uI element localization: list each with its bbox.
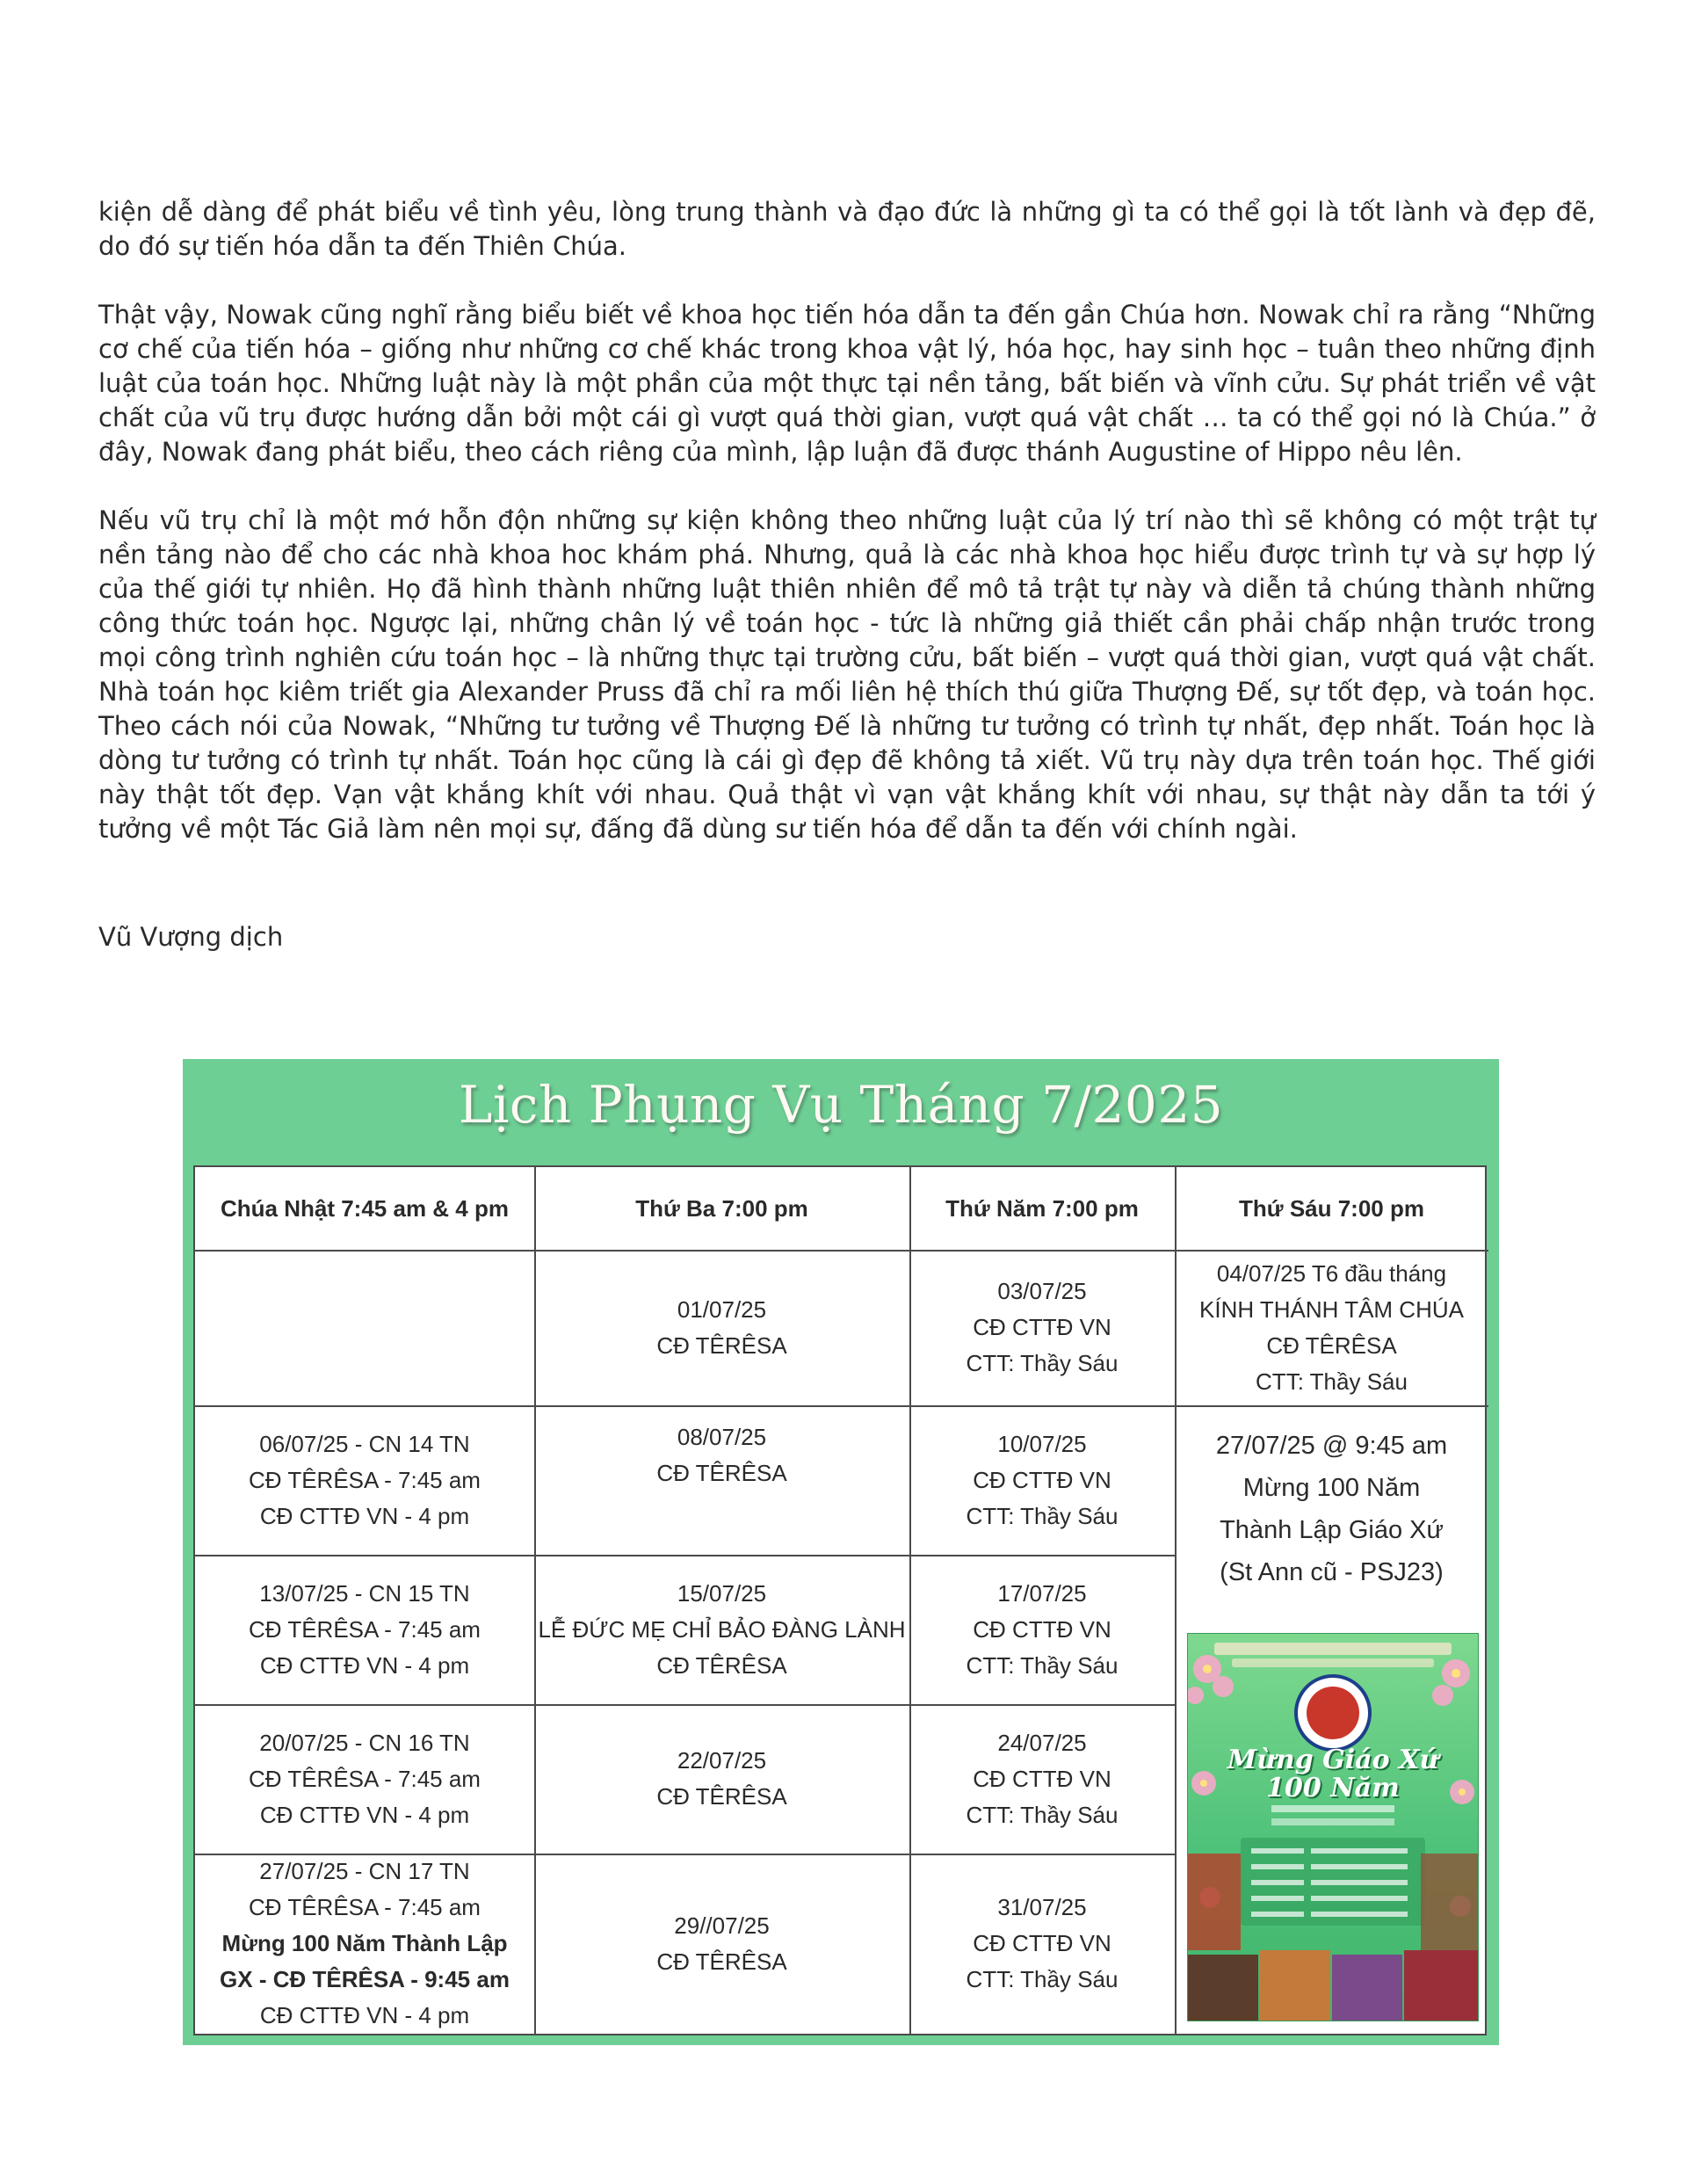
cell-line: CĐ TÊRÊSA - 7:45 am (249, 1466, 481, 1493)
cell-line: CĐ CTTĐ VN (973, 1930, 1111, 1956)
schedule-table (193, 1165, 1487, 2035)
cell-friday-anniversary (1175, 1405, 1488, 1625)
poster-title (1188, 1746, 1478, 1803)
cell-thursday (909, 1250, 1175, 1405)
cell-line: CĐ TÊRÊSA (1266, 1331, 1397, 1359)
cell-line: CTT: Thầy Sáu (1256, 1368, 1408, 1395)
cell-line: CĐ TÊRÊSA (656, 1331, 787, 1359)
cell-thursday (909, 1704, 1175, 1854)
cell-line: (St Ann cũ - PSJ23) (1220, 1558, 1444, 1586)
cell-line: CĐ TÊRÊSA - 7:45 am (249, 1765, 481, 1792)
translator-signature: Vũ Vượng dịch (98, 922, 284, 952)
cell-line: CTT: Thầy Sáu (966, 1350, 1119, 1376)
cell-line: Mừng 100 Năm (1242, 1474, 1421, 1502)
cell-line-highlight: Mừng 100 Năm Thành Lập (221, 1930, 508, 1956)
cell-line: CĐ CTTĐ VN - 4 pm (259, 2002, 470, 2028)
cell-thursday (909, 1405, 1175, 1555)
cell-line: CTT: Thầy Sáu (966, 1502, 1119, 1529)
cell-line: CĐ CTTĐ VN - 4 pm (259, 1502, 470, 1529)
cell-line: CĐ TÊRÊSA - 7:45 am (249, 1615, 481, 1643)
cell-tuesday (534, 1704, 909, 1854)
cell-date: 06/07/25 - CN 14 TN (259, 1430, 470, 1457)
cell-line: CĐ CTTĐ VN - 4 pm (259, 1801, 470, 1828)
header-thursday: Thứ Năm 7:00 pm (945, 1194, 1139, 1222)
cell-line: CĐ TÊRÊSA - 7:45 am (249, 1894, 481, 1920)
cell-line: CĐ CTTĐ VN - 4 pm (259, 1651, 470, 1679)
paragraph: Nếu vũ trụ chỉ là một mớ hỗn độn những sự kiện không theo những luật của lý trí nào thì sẽ không có một trật tự nền tảng nào để cho các nhà khoa hoc khám phá. Nhưng, quả là các nhà khoa học hiểu được trình tự và sự hợp lý của thế giới tự nhiên. Họ đã hình thành những luật thiên nhiên để mô tả trật tự này và diễn tả chúng thành những công thức toán học. Ngược lại, những chân lý về toán học - tức là những giả thiết cần phải chấp nhận trước trong mọi công trình nghiên cứu toán học – là những thực tại trường cửu, bất biến – vượt quá thời gian, vượt quá vật chất. Nhà toán học kiêm triết gia Alexander Pruss đã chỉ ra mối liên hệ thích thú giữa Thượng Đế, sự tốt đẹp, và toán học. Theo cách nói của Nowak, “Những tư tưởng về Thượng Đế là những tư tưởng có trình tự nhất, đẹp nhất. Toán học là dòng tư tưởng có trình tự nhất. Toán học cũng là cái gì đẹp đẽ không tả xiết. Vũ trụ này dựa trên toán học. Thế giới này thật tốt đẹp. Vạn vật khắng khít với nhau. Quả thật vì vạn vật khắng khít với nhau, sự thật này dẫn ta tới ý tưởng về một Tác Giả làm nên mọi sự, đấng đã dùng sư tiến hóa để dẫn ta đến với chính ngài. (98, 505, 1596, 844)
cell-sunday-empty (195, 1250, 534, 1405)
cell-line: Thành Lập Giáo Xứ (1220, 1516, 1444, 1544)
cell-line: CTT: Thầy Sáu (966, 1651, 1119, 1679)
cell-line: CĐ CTTĐ VN (973, 1765, 1111, 1792)
poster-art (1188, 1634, 1478, 2021)
cell-line: CTT: Thầy Sáu (966, 1966, 1119, 1992)
cell-date: 10/07/25 (997, 1430, 1087, 1457)
cell-sunday (195, 1405, 534, 1555)
cell-line: CĐ TÊRÊSA (656, 1783, 787, 1810)
cell-date: 27/07/25 - CN 17 TN (259, 1858, 470, 1884)
cell-line: CTT: Thầy Sáu (966, 1801, 1119, 1828)
cell-line: CĐ CTTĐ VN (973, 1314, 1111, 1340)
paragraph: Thật vậy, Nowak cũng nghĩ rằng biểu biết về khoa học tiến hóa dẫn ta đến gần Chúa hơn. Nowak chỉ ra rằng “Những cơ chế của tiến hóa – giống như những cơ chế khác trong khoa vật lý, hóa học, hay sinh học – tuân theo những định luật của toán học. Những luật này là một phần của một thực tại nền tảng, bất biến và vĩnh cửu. Sự phát triển về vật chất của vũ trụ được hướng dẫn bởi một cái gì vượt quá thời gian, vượt quá vật chất … ta có thể gọi nó là Chúa.” ở đây, Nowak đang phát biểu, theo cách riêng của mình, lập luận đã được thánh Augustine of Hippo nêu lên. (98, 300, 1596, 467)
poster-title-line: Mừng Giáo Xứ (1227, 1745, 1439, 1775)
cell-date: 29//07/25 (674, 1912, 770, 1939)
cell-tuesday (534, 1854, 909, 2034)
cell-date: 15/07/25 (677, 1579, 767, 1607)
header-friday: Thứ Sáu 7:00 pm (1239, 1194, 1424, 1222)
cell-sunday (195, 1704, 534, 1854)
cell-line: CĐ CTTĐ VN (973, 1615, 1111, 1643)
cell-line-highlight: GX - CĐ TÊRÊSA - 9:45 am (220, 1966, 510, 1992)
cell-tuesday (534, 1405, 909, 1555)
article-body (98, 195, 1596, 881)
cell-line: KÍNH THÁNH TÂM CHÚA (1199, 1295, 1464, 1323)
cell-line: CĐ TÊRÊSA (656, 1460, 787, 1486)
cell-date: 20/07/25 - CN 16 TN (259, 1729, 470, 1756)
cell-date: 04/07/25 T6 đầu tháng (1216, 1259, 1447, 1287)
cell-date: 03/07/25 (997, 1278, 1087, 1304)
cell-date: 13/07/25 - CN 15 TN (259, 1579, 470, 1607)
header-tuesday: Thứ Ba 7:00 pm (635, 1194, 808, 1222)
cell-thursday (909, 1854, 1175, 2034)
cell-line: LỄ ĐỨC MẸ CHỈ BẢO ĐÀNG LÀNH (538, 1615, 906, 1643)
cell-tuesday (534, 1555, 909, 1704)
cell-line: CĐ TÊRÊSA (656, 1651, 787, 1679)
liturgy-schedule (183, 1059, 1499, 2045)
cell-date: 22/07/25 (677, 1747, 767, 1774)
cell-sunday (195, 1854, 534, 2034)
anniversary-poster-image (1187, 1633, 1479, 2021)
cell-thursday (909, 1555, 1175, 1704)
cell-line: CĐ CTTĐ VN (973, 1466, 1111, 1493)
cell-friday (1175, 1250, 1488, 1405)
header-sunday: Chúa Nhật 7:45 am & 4 pm (221, 1194, 509, 1222)
cell-tuesday (534, 1250, 909, 1405)
cell-date: 01/07/25 (677, 1295, 767, 1323)
cell-date: 08/07/25 (677, 1424, 767, 1450)
cell-line: CĐ TÊRÊSA (656, 1948, 787, 1975)
cell-date: 27/07/25 @ 9:45 am (1215, 1432, 1448, 1460)
cell-date: 31/07/25 (997, 1894, 1087, 1920)
cell-date: 24/07/25 (997, 1729, 1087, 1756)
paragraph: kiện dễ dàng để phát biểu về tình yêu, lòng trung thành và đạo đức là những gì ta có thể gọi là tốt lành và đẹp đẽ, do đó sự tiến hóa dẫn ta đến Thiên Chúa. (98, 197, 1596, 261)
schedule-title: Lịch Phụng Vụ Tháng 7/2025 (458, 1075, 1224, 1135)
poster-title-line: 100 Năm (1266, 1773, 1400, 1803)
cell-date: 17/07/25 (997, 1579, 1087, 1607)
cell-sunday (195, 1555, 534, 1704)
